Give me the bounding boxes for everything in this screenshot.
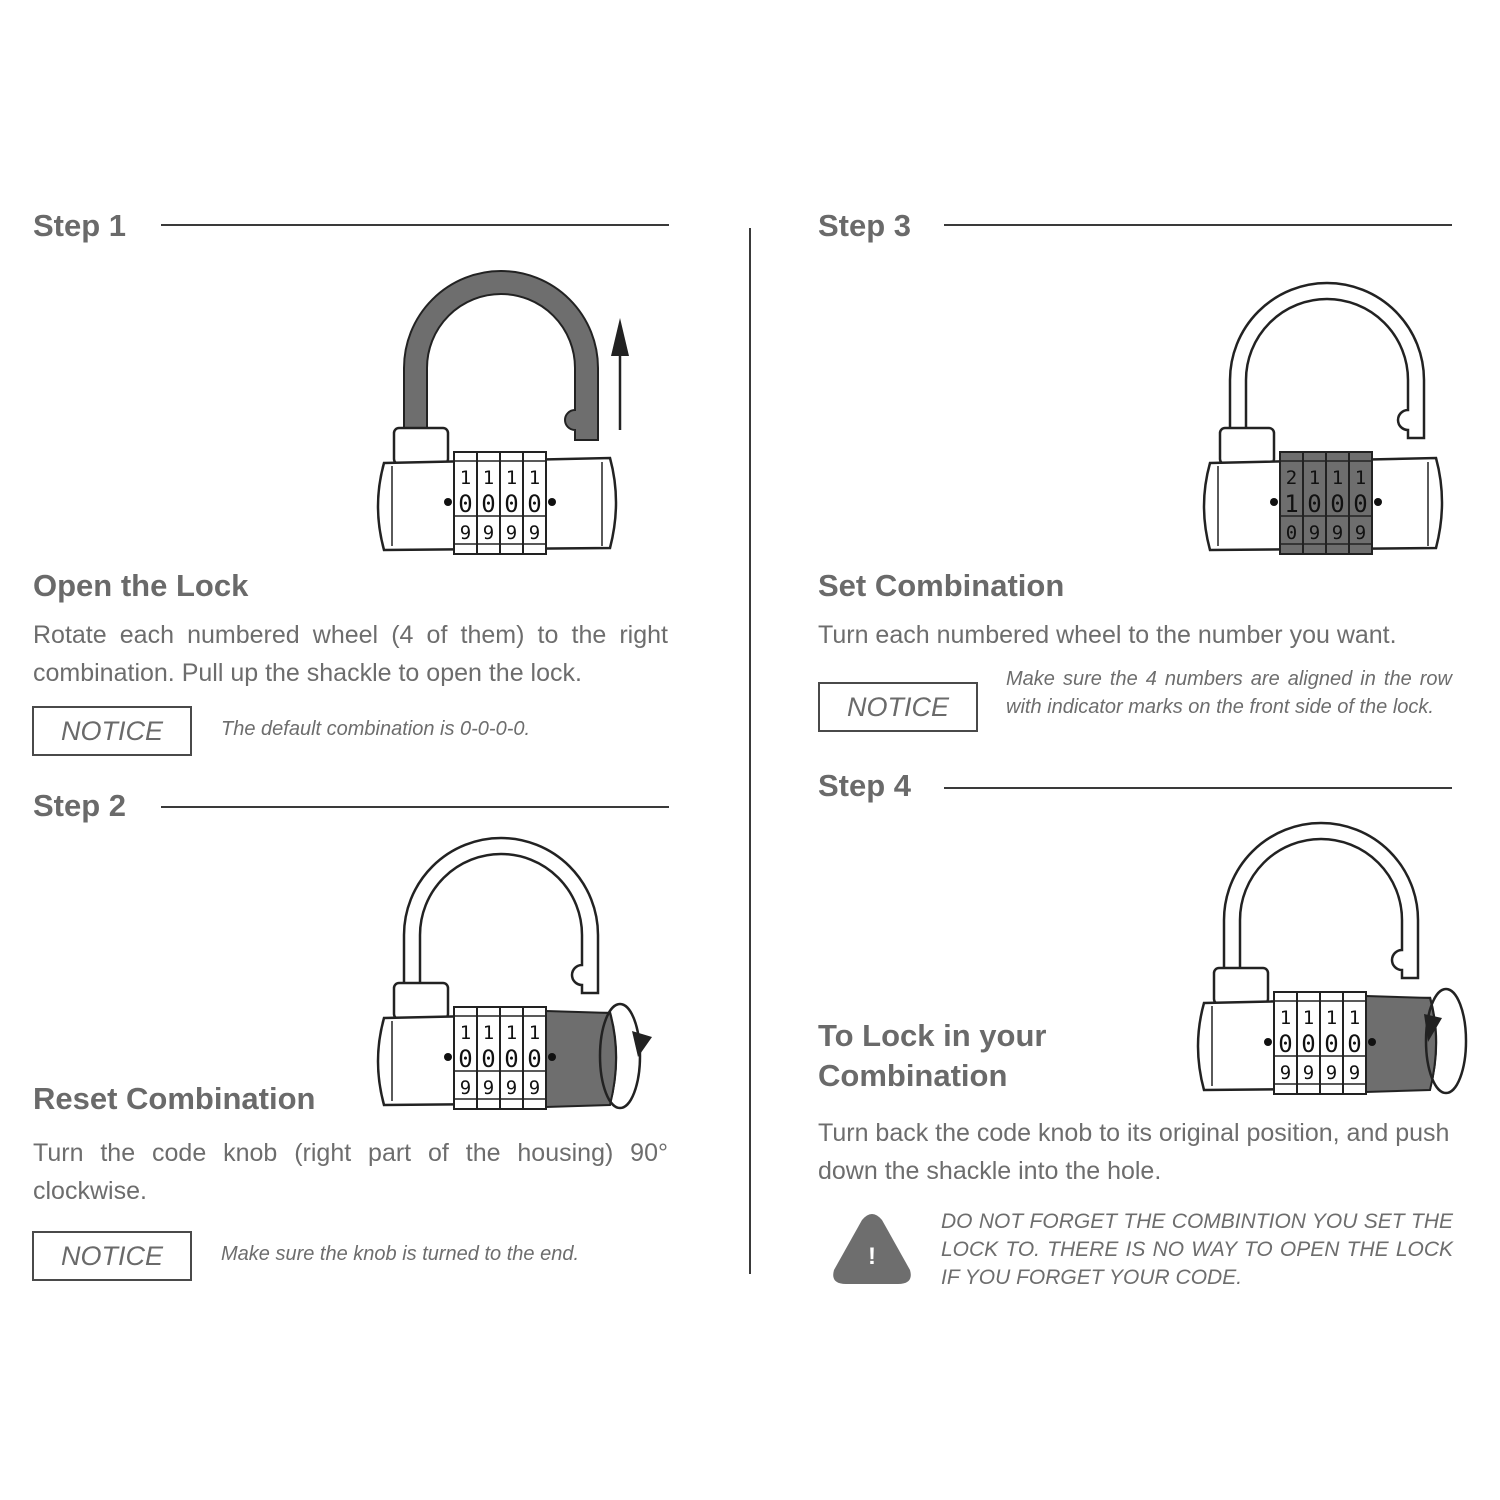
step2-notice-label: NOTICE	[32, 1231, 192, 1281]
step3-wheel1-center: 1	[1284, 490, 1299, 518]
step4-wheel1-center: 0	[1278, 1030, 1293, 1058]
step3-wheel4-upper: 1	[1354, 467, 1367, 489]
step4-wheel3-center: 0	[1324, 1030, 1339, 1058]
step3-wheel4-center: 0	[1353, 490, 1368, 518]
step3-shackle-collar	[1220, 428, 1274, 464]
step3-title: Set Combination	[818, 568, 1065, 603]
step1-wheel1-center: 0	[458, 490, 473, 518]
step1-wheel2-upper: 1	[482, 467, 495, 489]
step2-wheel1-upper: 1	[459, 1022, 472, 1044]
warning-triangle-icon	[830, 1212, 914, 1286]
step1-lock-illustration	[370, 280, 640, 555]
step1-notice-label: NOTICE	[32, 706, 192, 756]
step2-heading-rule	[161, 806, 669, 808]
step2-lock-illustration	[370, 835, 670, 1115]
step1-heading-rule	[161, 224, 669, 226]
step2-title: Reset Combination	[33, 1081, 316, 1116]
step2-shackle-collar	[394, 983, 448, 1019]
step1-wheel4-lower: 9	[528, 522, 541, 544]
step2-wheel3-center: 0	[504, 1045, 519, 1073]
step3-wheel3-center: 0	[1330, 490, 1345, 518]
column-divider	[749, 228, 751, 1274]
step4-wheel2-upper: 1	[1302, 1007, 1315, 1029]
step4-wheel1-lower: 9	[1279, 1062, 1292, 1084]
step3-wheel3-lower: 9	[1331, 522, 1344, 544]
step3-wheel2-lower: 9	[1308, 522, 1321, 544]
step3-wheel1-upper: 2	[1285, 467, 1298, 489]
step4-wheel2-center: 0	[1301, 1030, 1316, 1058]
step1-notice-text: The default combination is 0-0-0-0.	[221, 718, 531, 740]
step1-title: Open the Lock	[33, 568, 249, 603]
step3-wheels	[1270, 452, 1382, 554]
step1-heading: Step 1	[33, 208, 127, 243]
step3-heading: Step 3	[818, 208, 912, 243]
step4-heading-rule	[944, 787, 1452, 789]
step2-notice-text: Make sure the knob is turned to the end.	[221, 1243, 579, 1265]
step4-title	[818, 1016, 1047, 1096]
step4-wheel3-upper: 1	[1325, 1007, 1338, 1029]
step4-shackle-collar	[1214, 968, 1268, 1004]
step3-wheel3-upper: 1	[1331, 467, 1344, 489]
step3-notice-text: Make sure the 4 numbers are aligned in the row with indicator marks on the front side of the lock.	[1006, 668, 1452, 718]
step2-wheel2-upper: 1	[482, 1022, 495, 1044]
step3-wheel2-upper: 1	[1308, 467, 1321, 489]
step4-warning-text: DO NOT FORGET THE COMBINTION YOU SET THE LOCK TO. THERE IS NO WAY TO OPEN THE LOCK IF YOU FORGET YOUR CODE.	[941, 1210, 1453, 1289]
step2-wheel4-upper: 1	[528, 1022, 541, 1044]
step1-shackle	[404, 271, 598, 440]
step4-title-line1: To Lock in your	[818, 1018, 1047, 1053]
step2-wheel1-center: 0	[458, 1045, 473, 1073]
step3-wheel2-center: 0	[1307, 490, 1322, 518]
step1-arrow-up-icon	[611, 318, 629, 430]
step2-wheels	[444, 1007, 556, 1109]
step1-body: Rotate each numbered wheel (4 of them) to the right combination. Pull up the shackle to open the lock.	[33, 621, 668, 687]
step2-shackle	[404, 838, 598, 993]
step1-wheel2-center: 0	[481, 490, 496, 518]
step3-wheel4-lower: 9	[1354, 522, 1367, 544]
step2-heading: Step 2	[33, 788, 127, 823]
step4-wheels	[1264, 992, 1376, 1094]
step1-wheel4-upper: 1	[528, 467, 541, 489]
step1-wheel2-lower: 9	[482, 522, 495, 544]
step3-lock-illustration	[1196, 280, 1466, 555]
step4-title-line2: Combination	[818, 1058, 1008, 1093]
step1-wheel3-center: 0	[504, 490, 519, 518]
step3-shackle	[1230, 283, 1424, 438]
step2-wheel2-center: 0	[481, 1045, 496, 1073]
step3-body: Turn each numbered wheel to the number you want.	[818, 621, 1397, 649]
step2-wheel3-upper: 1	[505, 1022, 518, 1044]
step1-wheels	[444, 452, 556, 554]
step2-wheel3-lower: 9	[505, 1077, 518, 1099]
step1-wheel3-upper: 1	[505, 467, 518, 489]
step4-wheel4-upper: 1	[1348, 1007, 1361, 1029]
step2-body: Turn the code knob (right part of the housing) 90° clockwise.	[33, 1139, 668, 1205]
step4-wheel2-lower: 9	[1302, 1062, 1315, 1084]
step1-wheel4-center: 0	[527, 490, 542, 518]
step4-heading: Step 4	[818, 768, 912, 803]
step3-notice-label: NOTICE	[818, 682, 978, 732]
step2-wheel4-lower: 9	[528, 1077, 541, 1099]
step2-wheel4-center: 0	[527, 1045, 542, 1073]
step4-wheel1-upper: 1	[1279, 1007, 1292, 1029]
step1-wheel1-lower: 9	[459, 522, 472, 544]
step4-shackle	[1224, 823, 1418, 978]
step1-shackle-collar	[394, 428, 448, 464]
step1-wheel1-upper: 1	[459, 467, 472, 489]
step3-wheel1-lower: 0	[1285, 522, 1298, 544]
warning-symbol: !	[868, 1243, 876, 1270]
step4-body: Turn back the code knob to its original position, and push down the shackle into the hole.	[818, 1119, 1450, 1185]
step2-wheel1-lower: 9	[459, 1077, 472, 1099]
step4-wheel4-lower: 9	[1348, 1062, 1361, 1084]
step4-lock-illustration	[1190, 820, 1480, 1100]
step1-wheel3-lower: 9	[505, 522, 518, 544]
step3-heading-rule	[944, 224, 1452, 226]
step4-wheel4-center: 0	[1347, 1030, 1362, 1058]
step2-wheel2-lower: 9	[482, 1077, 495, 1099]
step4-wheel3-lower: 9	[1325, 1062, 1338, 1084]
